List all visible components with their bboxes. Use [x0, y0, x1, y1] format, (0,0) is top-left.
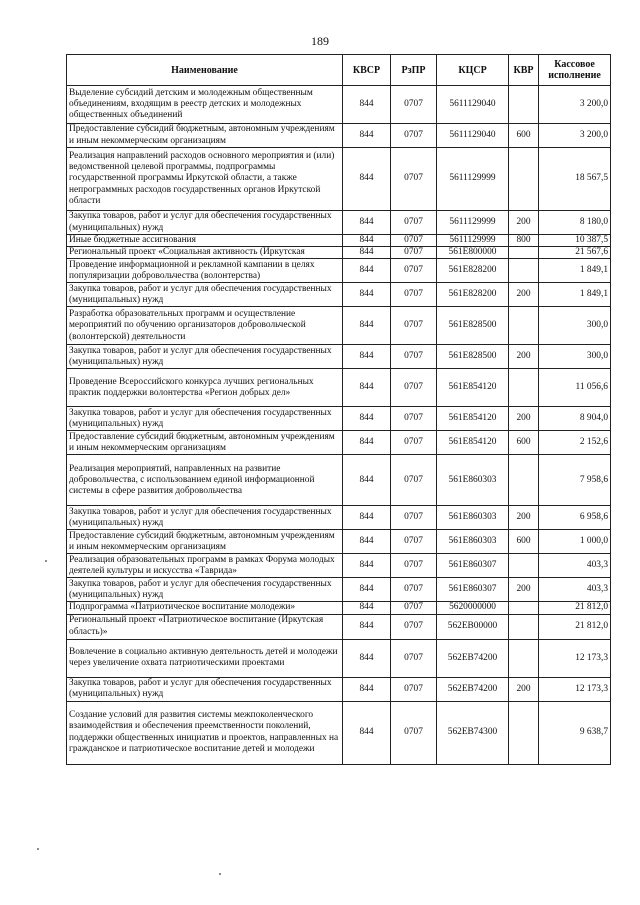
cell-name: Вовлечение в социально активную деятельность детей и молодежи через увеличение охвата патриотическими проектами	[67, 639, 343, 677]
cell-rzpr: 0707	[391, 455, 437, 506]
cell-kvsr: 844	[343, 506, 391, 530]
table-row	[67, 407, 611, 431]
cell-kvr: 800	[509, 235, 539, 247]
header-kvr: КВР	[509, 55, 539, 86]
cell-rzpr: 0707	[391, 677, 437, 701]
table-row	[67, 701, 611, 764]
cell-cash: 403,3	[539, 578, 611, 602]
cell-cash: 1 849,1	[539, 259, 611, 283]
table-row	[67, 369, 611, 407]
cell-kvr	[509, 455, 539, 506]
cell-kvsr: 844	[343, 530, 391, 554]
cell-rzpr: 0707	[391, 431, 437, 455]
cell-cash: 21 812,0	[539, 602, 611, 614]
cell-kcsr: 561E800000	[437, 247, 509, 259]
table-body	[67, 86, 611, 765]
cell-cash: 1 000,0	[539, 530, 611, 554]
page-number: 189	[311, 34, 329, 48]
cell-rzpr: 0707	[391, 602, 437, 614]
cell-name: Разработка образовательных программ и осуществление мероприятий по обучению организаторов добровольческой (волонтерской) деятельности	[67, 307, 343, 345]
cell-name: Предоставление субсидий бюджетным, автономным учреждениям и иным некоммерческим организациям	[67, 124, 343, 148]
table-row	[67, 211, 611, 235]
cell-cash: 300,0	[539, 345, 611, 369]
cell-kvr: 200	[509, 211, 539, 235]
cell-kvsr: 844	[343, 247, 391, 259]
cell-kvsr: 844	[343, 614, 391, 639]
cell-cash: 6 958,6	[539, 506, 611, 530]
cell-rzpr: 0707	[391, 614, 437, 639]
cell-kvr	[509, 86, 539, 124]
cell-kvr: 600	[509, 124, 539, 148]
cell-kvsr: 844	[343, 578, 391, 602]
cell-kvsr: 844	[343, 235, 391, 247]
cell-cash: 403,3	[539, 554, 611, 578]
table-row	[67, 506, 611, 530]
cell-kvsr: 844	[343, 639, 391, 677]
table-row	[67, 148, 611, 211]
cell-cash: 3 200,0	[539, 124, 611, 148]
cell-rzpr: 0707	[391, 148, 437, 211]
cell-kvr	[509, 614, 539, 639]
cell-kvr	[509, 602, 539, 614]
cell-kvr	[509, 307, 539, 345]
cell-kcsr: 562EB00000	[437, 614, 509, 639]
cell-kcsr: 5620000000	[437, 602, 509, 614]
table-row	[67, 554, 611, 578]
cell-kvsr: 844	[343, 345, 391, 369]
cell-name: Иные бюджетные ассигнования	[67, 235, 343, 247]
cell-kvr: 200	[509, 506, 539, 530]
scan-speck	[219, 873, 221, 875]
cell-kvsr: 844	[343, 369, 391, 407]
cell-kvsr: 844	[343, 602, 391, 614]
scan-speck	[37, 848, 39, 850]
cell-cash: 7 958,6	[539, 455, 611, 506]
cell-kcsr: 561E828200	[437, 259, 509, 283]
cell-rzpr: 0707	[391, 369, 437, 407]
cell-kvsr: 844	[343, 554, 391, 578]
cell-cash: 3 200,0	[539, 86, 611, 124]
scan-speck	[45, 560, 47, 562]
table-row	[67, 677, 611, 701]
cell-kvr	[509, 247, 539, 259]
cell-name: Закупка товаров, работ и услуг для обеспечения государственных (муниципальных) нужд	[67, 345, 343, 369]
cell-name: Реализация мероприятий, направленных на развитие добровольчества, с использованием единой информационной системы в сфере развития добровольчества	[67, 455, 343, 506]
cell-rzpr: 0707	[391, 259, 437, 283]
cell-kcsr: 561E854120	[437, 407, 509, 431]
cell-kcsr: 561E854120	[437, 369, 509, 407]
cell-kvsr: 844	[343, 307, 391, 345]
cell-name: Региональный проект «Патриотическое воспитание (Иркутская область)»	[67, 614, 343, 639]
cell-cash: 21 812,0	[539, 614, 611, 639]
cell-name: Закупка товаров, работ и услуг для обеспечения государственных (муниципальных) нужд	[67, 506, 343, 530]
table-header-row	[67, 55, 611, 86]
cell-rzpr: 0707	[391, 639, 437, 677]
cell-rzpr: 0707	[391, 86, 437, 124]
table-row	[67, 259, 611, 283]
cell-kcsr: 561E860307	[437, 554, 509, 578]
cell-cash: 10 387,5	[539, 235, 611, 247]
cell-name: Подпрограмма «Патриотическое воспитание молодежи»	[67, 602, 343, 614]
cell-rzpr: 0707	[391, 247, 437, 259]
cell-kvsr: 844	[343, 407, 391, 431]
table-row	[67, 124, 611, 148]
cell-rzpr: 0707	[391, 407, 437, 431]
header-rzpr: РзПР	[391, 55, 437, 86]
cell-name: Проведение Всероссийского конкурса лучших региональных практик поддержки волонтерства «Регион добрых дел»	[67, 369, 343, 407]
cell-kvsr: 844	[343, 124, 391, 148]
cell-kvsr: 844	[343, 259, 391, 283]
header-cash: Кассовое исполнение	[539, 55, 611, 86]
table-row	[67, 455, 611, 506]
cell-kcsr: 561E860303	[437, 455, 509, 506]
table-row	[67, 283, 611, 307]
cell-rzpr: 0707	[391, 345, 437, 369]
cell-name: Закупка товаров, работ и услуг для обеспечения государственных (муниципальных) нужд	[67, 407, 343, 431]
cell-name: Предоставление субсидий бюджетным, автономным учреждениям и иным некоммерческим организациям	[67, 530, 343, 554]
cell-rzpr: 0707	[391, 124, 437, 148]
cell-kvr	[509, 554, 539, 578]
cell-kcsr: 562EB74200	[437, 639, 509, 677]
cell-kvsr: 844	[343, 431, 391, 455]
cell-rzpr: 0707	[391, 530, 437, 554]
cell-kvr: 600	[509, 431, 539, 455]
table-row	[67, 345, 611, 369]
cell-kvsr: 844	[343, 283, 391, 307]
cell-kvr: 200	[509, 677, 539, 701]
cell-kvsr: 844	[343, 86, 391, 124]
cell-kvsr: 844	[343, 455, 391, 506]
cell-rzpr: 0707	[391, 235, 437, 247]
header-name: Наименование	[67, 55, 343, 86]
cell-name: Реализация образовательных программ в рамках Форума молодых деятелей культуры и искусства «Таврида»	[67, 554, 343, 578]
cell-name: Создание условий для развития системы межпоколенческого взаимодействия и обеспечения преемственности поколений, поддержки общественных инициатив и проектов, направленных на гражданское и патриотическое воспитание детей и молодежи	[67, 701, 343, 764]
cell-kvsr: 844	[343, 701, 391, 764]
cell-kvr	[509, 148, 539, 211]
cell-cash: 8 904,0	[539, 407, 611, 431]
cell-rzpr: 0707	[391, 506, 437, 530]
cell-kvr: 200	[509, 283, 539, 307]
table-row	[67, 639, 611, 677]
cell-name: Проведение информационной и рекламной кампании в целях популяризации добровольчества (волонтерства)	[67, 259, 343, 283]
cell-kvr: 200	[509, 345, 539, 369]
cell-name: Региональный проект «Социальная активность (Иркутская	[67, 247, 343, 259]
cell-cash: 8 180,0	[539, 211, 611, 235]
cell-cash: 18 567,5	[539, 148, 611, 211]
table-row	[67, 235, 611, 247]
cell-rzpr: 0707	[391, 554, 437, 578]
cell-cash: 300,0	[539, 307, 611, 345]
cell-kcsr: 5611129999	[437, 211, 509, 235]
cell-kvr: 200	[509, 407, 539, 431]
cell-kcsr: 561E860307	[437, 578, 509, 602]
header-kvsr: КВСР	[343, 55, 391, 86]
cell-name: Закупка товаров, работ и услуг для обеспечения государственных (муниципальных) нужд	[67, 283, 343, 307]
cell-kvr: 600	[509, 530, 539, 554]
cell-cash: 12 173,3	[539, 677, 611, 701]
table-row	[67, 578, 611, 602]
cell-rzpr: 0707	[391, 307, 437, 345]
cell-rzpr: 0707	[391, 701, 437, 764]
cell-kcsr: 561E854120	[437, 431, 509, 455]
cell-kcsr: 561E828200	[437, 283, 509, 307]
cell-kcsr: 561E860303	[437, 506, 509, 530]
cell-kvr	[509, 639, 539, 677]
cell-name: Предоставление субсидий бюджетным, автономным учреждениям и иным некоммерческим организациям	[67, 431, 343, 455]
cell-kvsr: 844	[343, 211, 391, 235]
budget-table	[66, 54, 611, 765]
cell-cash: 2 152,6	[539, 431, 611, 455]
cell-rzpr: 0707	[391, 578, 437, 602]
cell-kvr	[509, 259, 539, 283]
cell-kcsr: 5611129999	[437, 235, 509, 247]
cell-name: Закупка товаров, работ и услуг для обеспечения государственных (муниципальных) нужд	[67, 677, 343, 701]
table-row	[67, 247, 611, 259]
cell-kvr	[509, 701, 539, 764]
cell-cash: 9 638,7	[539, 701, 611, 764]
cell-kvsr: 844	[343, 148, 391, 211]
cell-cash: 11 056,6	[539, 369, 611, 407]
table-row	[67, 530, 611, 554]
cell-kcsr: 5611129999	[437, 148, 509, 211]
cell-name: Реализация направлений расходов основного мероприятия и (или) ведомственной целевой программы, подпрограммы государственной программы Иркутской области, а также непрограммных расходов государственных органов Иркутской области	[67, 148, 343, 211]
table-row	[67, 614, 611, 639]
cell-kcsr: 5611129040	[437, 124, 509, 148]
cell-cash: 1 849,1	[539, 283, 611, 307]
cell-kcsr: 5611129040	[437, 86, 509, 124]
cell-name: Закупка товаров, работ и услуг для обеспечения государственных (муниципальных) нужд	[67, 211, 343, 235]
cell-kcsr: 561E828500	[437, 307, 509, 345]
cell-name: Выделение субсидий детским и молодежным общественным объединениям, входящим в реестр детских и молодежных общественных объединений	[67, 86, 343, 124]
header-kcsr: КЦСР	[437, 55, 509, 86]
cell-kvsr: 844	[343, 677, 391, 701]
table-row	[67, 431, 611, 455]
cell-rzpr: 0707	[391, 211, 437, 235]
table-row	[67, 86, 611, 124]
table-row	[67, 602, 611, 614]
cell-name: Закупка товаров, работ и услуг для обеспечения государственных (муниципальных) нужд	[67, 578, 343, 602]
cell-kvr	[509, 369, 539, 407]
cell-kcsr: 562EB74200	[437, 677, 509, 701]
table-row	[67, 307, 611, 345]
cell-kcsr: 562EB74300	[437, 701, 509, 764]
cell-cash: 21 567,6	[539, 247, 611, 259]
cell-cash: 12 173,3	[539, 639, 611, 677]
cell-kcsr: 561E828500	[437, 345, 509, 369]
cell-rzpr: 0707	[391, 283, 437, 307]
cell-kvr: 200	[509, 578, 539, 602]
cell-kcsr: 561E860303	[437, 530, 509, 554]
